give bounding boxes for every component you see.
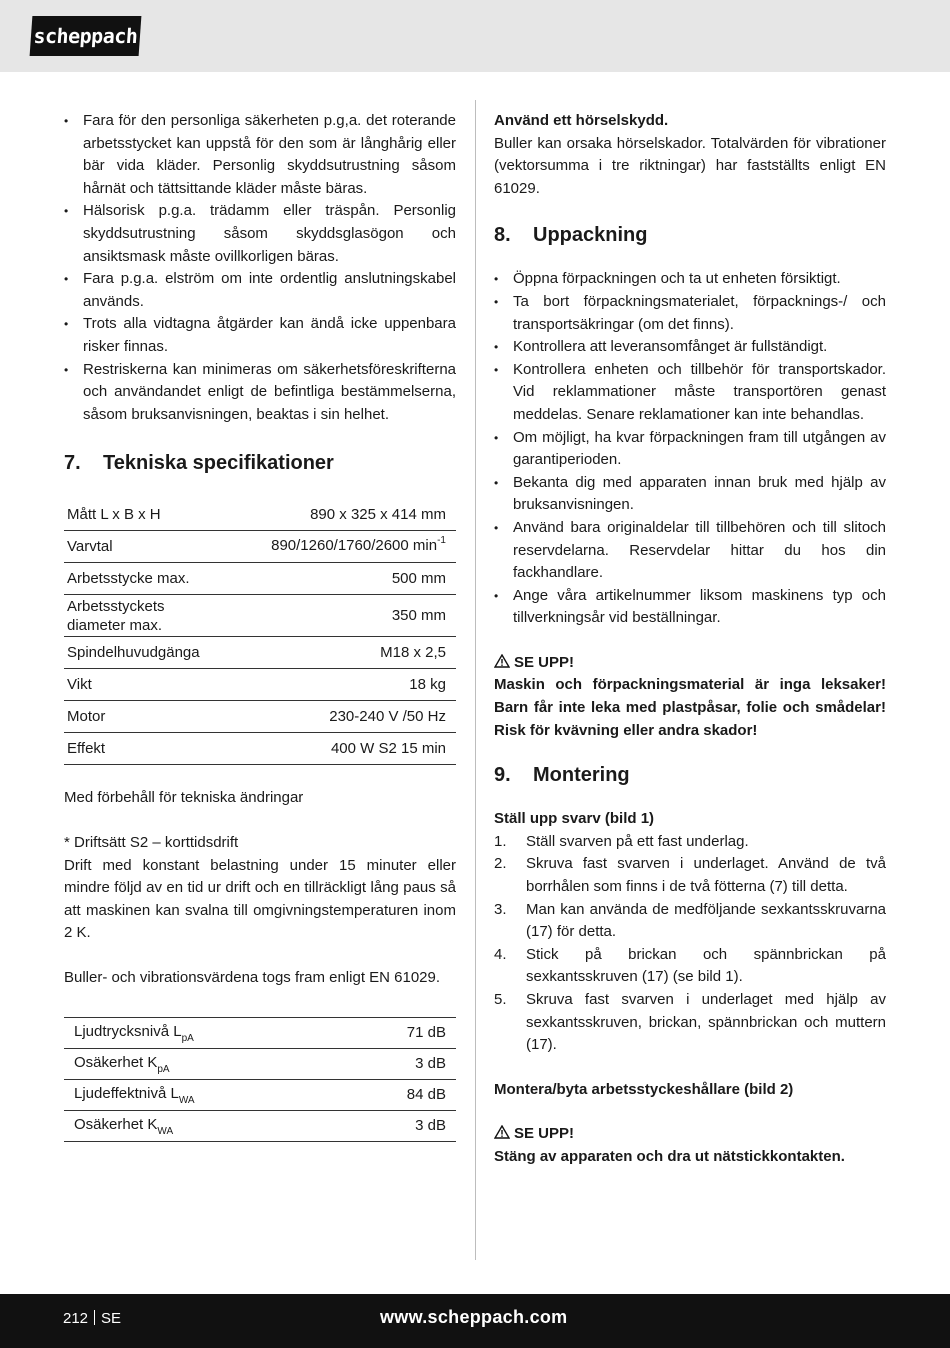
list-item: • Bekanta dig med apparaten innan bruk med hjälp av bruksanvisningen.: [494, 472, 886, 517]
step-text: Stick på brickan och spännbrickan på sexkantsskruven (17) (se bild 1).: [526, 945, 886, 986]
section-7-heading: [64, 450, 456, 476]
spec-label: Arbetsstycke max.: [64, 563, 235, 595]
warning-1-text: Maskin och förpackningsmaterial är inga leksaker! Barn får inte leka med plastpåsar, folie och smådelar! Risk för kvävning eller andra skador!: [494, 676, 886, 739]
section-8-heading: [494, 222, 886, 248]
step-number: 3.: [494, 900, 507, 918]
warning-title: SE UPP!: [514, 1125, 575, 1143]
noise-value: 3 dB: [340, 1111, 456, 1142]
page-indicator: [63, 1310, 121, 1327]
noise-label: [64, 1018, 340, 1049]
noise-label-text: Osäkerhet K: [74, 1116, 158, 1134]
step-number: 4.: [494, 945, 507, 963]
spec-value: 230-240 V /50 Hz: [235, 701, 456, 733]
warning-icon: [494, 654, 510, 668]
step-text: Skruva fast svarven i underlaget. Använd de två borrhålen som finns i de två fötterna (7) till detta.: [526, 855, 886, 896]
section-title: Tekniska specifikationer: [103, 452, 334, 475]
list-item: [494, 899, 886, 944]
list-item: [494, 831, 886, 854]
warning-icon: [494, 1125, 510, 1139]
spec-label: Vikt: [64, 669, 235, 701]
warning-title: SE UPP!: [514, 653, 575, 671]
section-number: 8.: [494, 224, 511, 247]
spec-value: 500 mm: [235, 563, 456, 595]
table-row: [64, 1080, 456, 1111]
mount-title: Montera/byta arbetsstyckeshållare (bild 2): [494, 1080, 794, 1098]
hearing-text: Buller kan orsaka hörselskador. Totalvärden för vibrationer (vektorsumma i tre riktningar) har fastställts enligt EN 61029.: [494, 134, 886, 197]
table-row: [64, 733, 456, 765]
duty-title: * Driftsätt S2 – korttidsdrift: [64, 833, 239, 851]
list-item: [494, 853, 886, 898]
noise-table: [64, 1017, 456, 1142]
noise-value: 71 dB: [340, 1018, 456, 1049]
noise-label-subscript: pA: [181, 1033, 194, 1045]
page-number: 212: [63, 1310, 89, 1327]
separator: [94, 1310, 95, 1325]
spec-value: [235, 531, 456, 563]
spec-label: Motor: [64, 701, 235, 733]
spec-value: 890 x 325 x 414 mm: [235, 499, 456, 531]
list-item: • Ta bort förpackningsmaterialet, förpacknings-/ och transportsäkringar (om det finns).: [494, 291, 886, 336]
section-9-heading: [494, 762, 886, 788]
list-item: • Kontrollera att leveransomfånget är fullständigt.: [494, 336, 886, 359]
table-row: [64, 531, 456, 563]
table-row: [64, 1018, 456, 1049]
table-row: [64, 701, 456, 733]
unpack-list: [494, 268, 886, 630]
spec-table: [64, 499, 456, 765]
spec-label: [64, 595, 235, 637]
step-number: 1.: [494, 832, 507, 850]
table-row: [64, 669, 456, 701]
step-text: Skruva fast svarven i underlaget med hjälp av sexkantsskruven, brickan, spännbrickan och muttern (17).: [526, 991, 886, 1054]
spec-label: Varvtal: [64, 531, 235, 563]
spec-label: Effekt: [64, 733, 235, 765]
spec-value-text: 890/1260/1760/2600 min: [271, 537, 438, 555]
footer-bar: [0, 1294, 950, 1348]
table-row: [64, 499, 456, 531]
table-row: [64, 637, 456, 669]
spec-label-line: Arbetsstyckets: [67, 597, 165, 615]
noise-label: [64, 1080, 340, 1111]
list-item: • Om möjligt, ha kvar förpackningen fram till utgången av garantiperioden.: [494, 427, 886, 472]
spec-label-line: diameter max.: [67, 616, 163, 634]
risk-list: [64, 110, 456, 426]
list-item: • Öppna förpackningen och ta ut enheten försiktigt.: [494, 268, 886, 291]
step-text: Man kan använda de medföljande sexkantsskruvarna (17) för detta.: [526, 900, 886, 941]
noise-label-subscript: WA: [157, 1126, 174, 1138]
table-row: [64, 1049, 456, 1080]
noise-label: [64, 1111, 340, 1142]
spec-label: Spindelhuvudgänga: [64, 637, 235, 669]
list-item: • Använd bara originaldelar till tillbehören och till slitoch reservdelarna. Reservdelar hittar du hos din fackhandlare.: [494, 517, 886, 585]
spec-value: 350 mm: [235, 595, 456, 637]
noise-value: 84 dB: [340, 1080, 456, 1111]
step-number: 5.: [494, 991, 507, 1008]
noise-value: 3 dB: [340, 1049, 456, 1080]
table-row: [64, 595, 456, 637]
list-item: • Kontrollera enheten och tillbehör för transportskador. Vid reklammationer måste transportören genast meddelas. Senare reklamationer kan inte behandlas.: [494, 359, 886, 427]
column-divider: [475, 100, 476, 1260]
list-item: • Hälsorisk p.g.a. trädamm eller träspån. Personlig skyddsutrustning såsom skyddsglasögon och ansiktsmask måste ovillkorligen bäras.: [64, 200, 456, 268]
left-column: [64, 110, 456, 1142]
warning-1: [494, 652, 886, 675]
section-title: Montering: [533, 764, 630, 787]
table-row: [64, 563, 456, 595]
list-item: [494, 944, 886, 989]
noise-label-text: Ljudtrycksnivå L: [74, 1023, 182, 1041]
right-column: [494, 110, 886, 1169]
list-item: • Ange våra artikelnummer liksom maskinens typ och tillverkningsår vid beställningar.: [494, 585, 886, 630]
list-item: • Restriskerna kan minimeras om säkerhetsföreskrifterna och användandet enligt de befintliga bestämmelserna, såsom bruksanvisningen, beaktas i sin helhet.: [64, 359, 456, 427]
section-number: 9.: [494, 764, 511, 787]
noise-label-text: Ljudeffektnivå L: [74, 1085, 179, 1103]
website-link[interactable]: www.scheppach.com: [380, 1307, 568, 1327]
header-bar: [0, 0, 950, 72]
list-item: • Fara för den personliga säkerheten p.g,a. det roterande arbetsstycket kan uppstå för den som är långhårig eller bär vida kläder. Personlig skyddsutrustning såsom hårnät och tättsittande kläder måste bäras.: [64, 110, 456, 200]
spec-value: 18 kg: [235, 669, 456, 701]
section-number: 7.: [64, 452, 81, 475]
noise-label: [64, 1049, 340, 1080]
language-code: SE: [101, 1310, 122, 1327]
spec-value-exponent: -1: [437, 535, 446, 547]
step-number: 2.: [494, 855, 507, 873]
section-title: Uppackning: [533, 224, 648, 247]
spec-label: Mått L x B x H: [64, 499, 235, 531]
step-text: Ställ svarven på ett fast underlag.: [526, 832, 749, 850]
list-item: • Trots alla vidtagna åtgärder kan ändå icke uppenbara risker finnas.: [64, 313, 456, 358]
spec-value: M18 x 2,5: [235, 637, 456, 669]
duty-text: Drift med konstant belastning under 15 minuter eller mindre följd av en tid ur drift och en tillräckligt lång paus så att maskinen kan svalna till omgivningstemperaturen inom 2 K.: [64, 856, 456, 942]
brand-logo: scheppach: [30, 16, 142, 56]
setup-title: Ställ upp svarv (bild 1): [494, 810, 655, 828]
list-item: [494, 989, 886, 1057]
noise-text: Buller- och vibrationsvärdena togs fram enligt EN 61029.: [64, 968, 441, 986]
warning-2: [494, 1123, 886, 1146]
list-item: • Fara p.g.a. elström om inte ordentlig anslutningskabel används.: [64, 268, 456, 313]
setup-steps: [494, 831, 886, 1057]
spec-value: 400 W S2 15 min: [235, 733, 456, 765]
table-row: [64, 1111, 456, 1142]
noise-label-subscript: pA: [157, 1064, 170, 1076]
hearing-title: Använd ett hörselskydd.: [494, 112, 669, 129]
noise-label-text: Osäkerhet K: [74, 1054, 158, 1072]
noise-label-subscript: WA: [178, 1095, 195, 1107]
warning-2-text: Stäng av apparaten och dra ut nätstickkontakten.: [494, 1147, 845, 1165]
reservation-note: Med förbehåll för tekniska ändringar: [64, 789, 304, 807]
